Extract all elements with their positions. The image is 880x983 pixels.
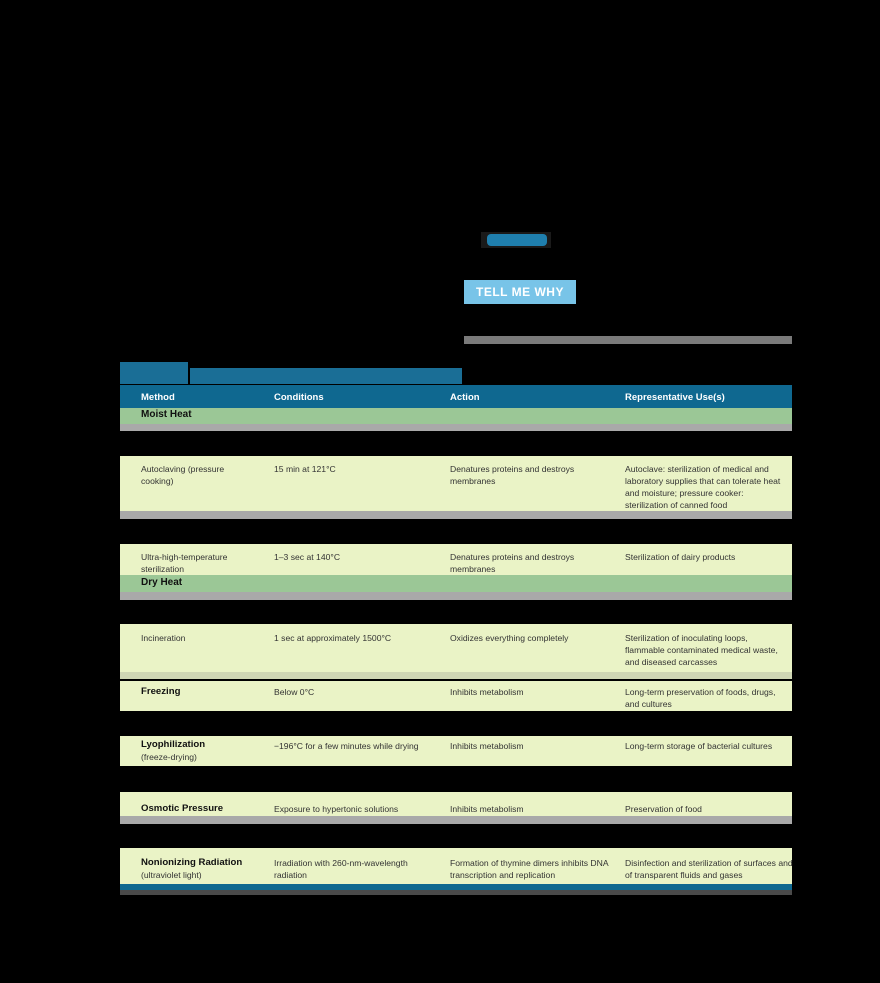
cell-action: Inhibits metabolism <box>450 741 524 751</box>
cell-method: Nonionizing Radiation <box>141 857 243 868</box>
cell-use: Disinfection and sterilization of surfaces and of transparent fluids and gases <box>625 858 793 880</box>
cell-method: Autoclaving (pressure cooking) <box>141 464 225 486</box>
column-header-method: Method <box>141 392 175 403</box>
obscured-row <box>120 511 792 519</box>
cell-conditions: Exposure to hypertonic solutions <box>274 804 399 814</box>
cell-method-sub: (ultraviolet light) <box>141 870 202 880</box>
cell-use: Preservation of food <box>625 804 702 814</box>
tell-me-why-button[interactable]: TELL ME WHY <box>464 280 576 304</box>
cell-conditions: 1–3 sec at 140°C <box>274 552 341 562</box>
cell-action: Denatures proteins and destroys membranes <box>450 552 575 574</box>
cell-method: Ultra-high-temperature sterilization <box>141 552 228 574</box>
cell-method: Freezing <box>141 686 181 697</box>
category-label: Dry Heat <box>141 577 183 588</box>
cell-action: Inhibits metabolism <box>450 687 524 697</box>
cell-method-sub: (freeze-drying) <box>141 752 197 762</box>
table-header <box>120 385 792 408</box>
table-row <box>120 792 792 816</box>
cell-conditions: 15 min at 121°C <box>274 464 336 474</box>
cell-method: Lyophilization <box>141 739 206 750</box>
cell-use: Long-term storage of bacterial cultures <box>625 741 773 751</box>
cell-use: Autoclave: sterilization of medical and laboratory supplies that can tolerate heat and moisture; pressure cooker: sterilization of canned food <box>625 464 781 510</box>
table-row <box>120 544 792 575</box>
table-row <box>120 456 792 511</box>
cell-action: Formation of thymine dimers inhibits DNA transcription and replication <box>450 858 609 880</box>
category-moist-heat <box>120 408 792 424</box>
table-bottom-shadow <box>120 890 792 895</box>
table-row <box>120 848 792 884</box>
cell-conditions: 1 sec at approximately 1500°C <box>274 633 392 643</box>
divider <box>464 336 792 344</box>
table-row <box>120 681 792 711</box>
cell-conditions: Irradiation with 260-nm-wavelength radiation <box>274 858 408 880</box>
obscured-row <box>120 816 792 824</box>
obscured-row <box>120 592 792 600</box>
section-badge <box>481 232 551 248</box>
category-dry-heat <box>120 575 792 592</box>
cell-use: Long-term preservation of foods, drugs, and cultures <box>625 687 776 709</box>
table-title-bar <box>190 368 462 384</box>
table-row <box>120 736 792 766</box>
obscured-row <box>120 672 792 679</box>
column-header-action: Action <box>450 392 480 403</box>
cell-use: Sterilization of dairy products <box>625 552 736 562</box>
category-label: Moist Heat <box>141 409 192 420</box>
table-number-tab <box>120 362 188 384</box>
cell-method: Osmotic Pressure <box>141 803 224 814</box>
cell-method: Incineration <box>141 633 186 643</box>
cell-use: Sterilization of inoculating loops, flammable contaminated medical waste, and diseased carcasses <box>625 633 778 667</box>
cell-conditions: Below 0°C <box>274 687 315 697</box>
cell-action: Inhibits metabolism <box>450 804 524 814</box>
column-header-use: Representative Use(s) <box>625 392 725 403</box>
column-header-conditions: Conditions <box>274 392 324 403</box>
table-row <box>120 624 792 672</box>
cell-action: Oxidizes everything completely <box>450 633 569 643</box>
cell-conditions: −196°C for a few minutes while drying <box>274 741 419 751</box>
badge-fill <box>487 234 547 246</box>
obscured-row <box>120 424 792 431</box>
cell-action: Denatures proteins and destroys membranes <box>450 464 575 486</box>
